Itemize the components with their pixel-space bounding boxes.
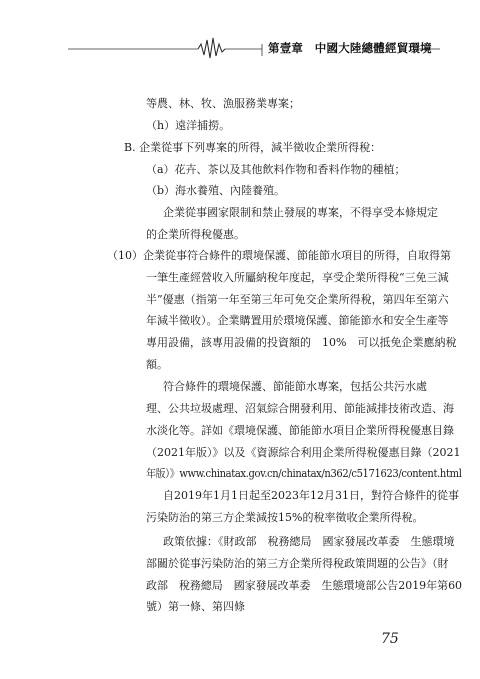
text-line: 污染防治的第三方企業減按15%的稅率徵收企業所得稅。: [146, 511, 424, 524]
text-line: B. 企業從事下列專案的所得，減半徵收企業所得稅：: [124, 141, 382, 154]
text-line: （a）花卉、茶以及其他飲料作物和香料作物的種植；: [146, 163, 406, 176]
text-line: 政策依據：《財政部 稅務總局 國家發展改革委 生態環境: [163, 535, 455, 548]
text-line: 部關於從事污染防治的第三方企業所得稅政策問題的公告》（財: [146, 557, 449, 570]
running-header: [0, 0, 480, 70]
text-line: 理、公共垃圾處理、沼氣綜合開發利用、節能減排技術改造、海: [146, 402, 454, 415]
chapter-title: 第壹章 中國大陸總體經貿環境: [268, 41, 432, 55]
text-line: 專用設備，該專用設備的投資額的 10% 可以抵免企業應納稅: [146, 336, 457, 349]
text-line: 半”優惠（指第一年至第三年可免交企業所得稅，第四年至第六: [146, 293, 449, 306]
text-line: 年減半徵收）。企業購置用於環境保護、節能節水和安全生產等: [146, 314, 449, 327]
text-line: 年版）》www.chinatax.gov.cn/chinatax/n362/c5171623/content.html: [146, 467, 462, 480]
text-line: 額。: [146, 358, 168, 371]
header-waveform-decoration: [0, 0, 480, 70]
text-line: 企業從事國家限制和禁止發展的專案，不得享受本條規定: [163, 206, 438, 219]
text-line: （h）遠洋捕撈。: [146, 119, 231, 132]
text-line: 號）第一條、第四條: [146, 600, 245, 613]
text-line: 政部 稅務總局 國家發展改革委 生態環境部公告2019年第60: [146, 579, 463, 592]
text-line: （b）海水養殖、內陸養殖。: [146, 184, 286, 197]
text-line: （10）企業從事符合條件的環境保護、節能節水項目的所得，自取得第: [107, 249, 451, 262]
text-line: 水淡化等。詳如《環境保護、節能節水項目企業所得稅優惠目錄: [146, 424, 454, 437]
text-line: 自2019年1月1日起至2023年12月31日，對符合條件的從事: [163, 489, 459, 502]
text-line: 等農、林、牧、漁服務業專案；: [146, 97, 300, 110]
text-line: 一筆生產經營收入所屬納稅年度起，享受企業所得稅“三免三減: [146, 271, 449, 284]
text-line: 符合條件的環境保護、節能節水專案，包括公共污水處: [163, 380, 427, 393]
page-number: 75: [381, 631, 399, 647]
text-line: （2021年版）》以及《資源綜合利用企業所得稅優惠目錄（2021: [146, 446, 461, 459]
text-line: 的企業所得稅優惠。: [146, 228, 245, 241]
